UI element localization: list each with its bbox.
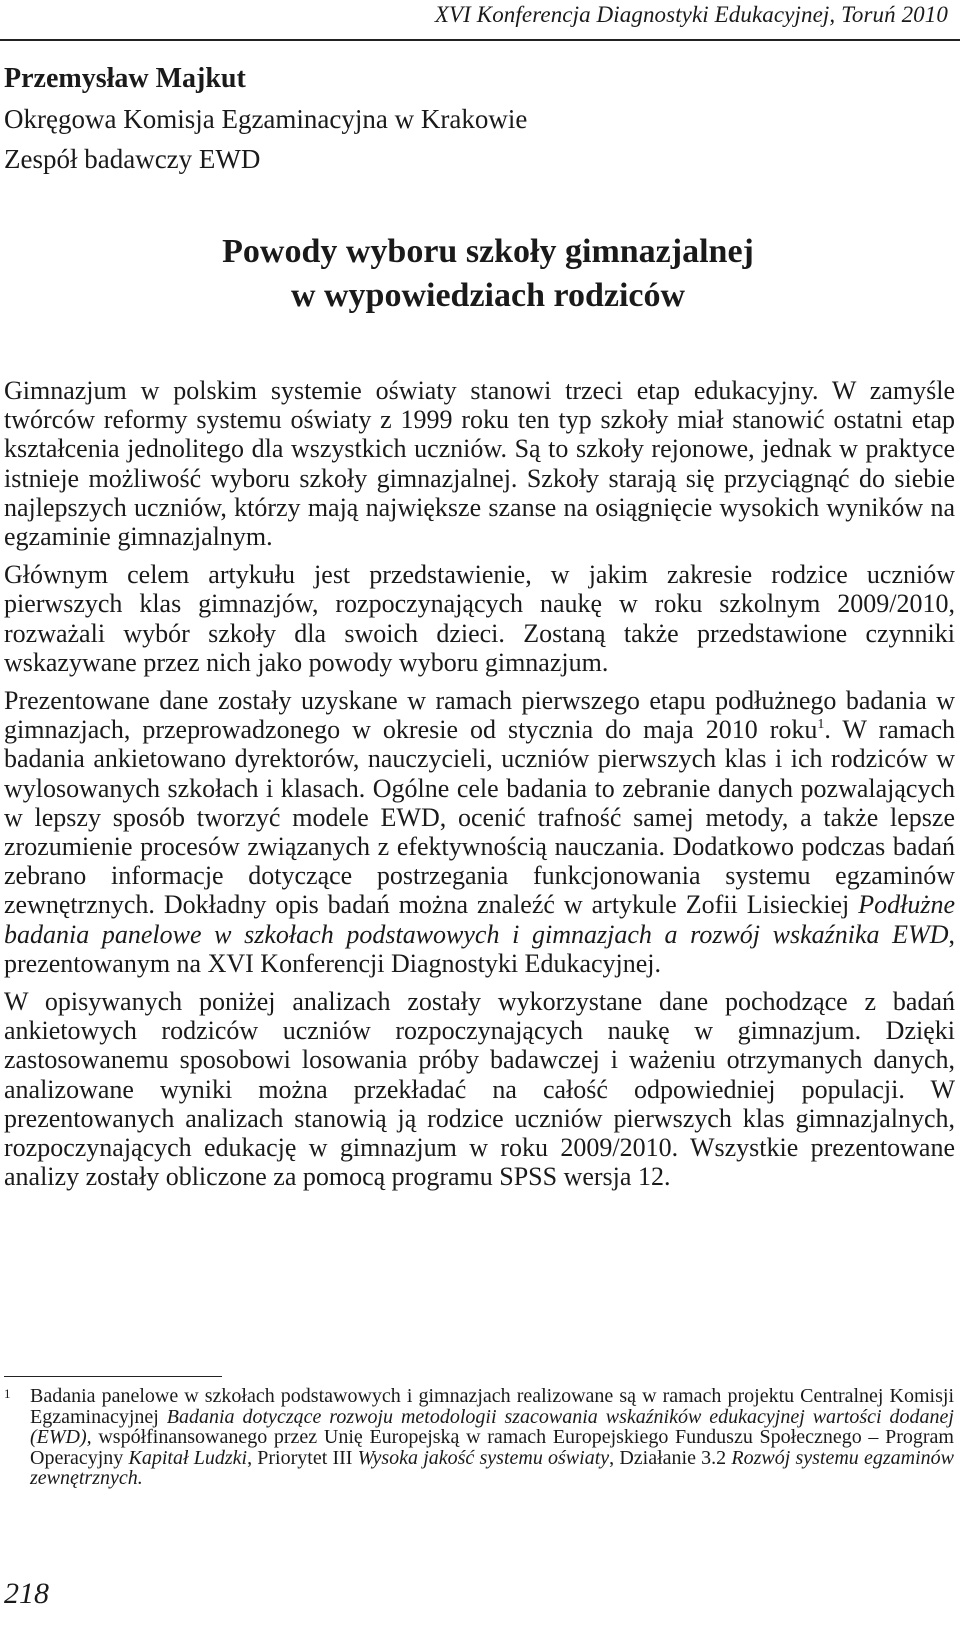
author-affiliation: Okręgowa Komisja Egzaminacyjna w Krakowie: [4, 104, 528, 134]
author-team: Zespół badawczy EWD: [4, 144, 261, 174]
article-title: [188, 230, 788, 318]
footnote-part-4: , Działanie 3.2: [609, 1446, 732, 1469]
paragraph-4: W opisywanych poniżej analizach zostały wykorzystane dane pochodzące z badań ankietowych rodziców uczniów rozpoczynających naukę w gimnazjum. Dzięki zastosowanemu sposobowi losowania próby badawczej i ważeniu otrzymanych danych, analizowane wyniki można przekładać na całość odpowiedniej populacji. W prezentowanych analizach stanowią ją rodzice uczniów pierwszych klas gimnazjalnych, rozpoczynających edukację w gimnazjum w roku 2009/2010. Wszystkie prezentowane analizy zostały obliczone za pomocą programu SPSS wersja 12.: [4, 987, 955, 1192]
paragraph-3-part-b: . W ramach badania ankietowano dyrektorów, nauczycieli, uczniów pierwszych klas i ich rodziców w wylosowanych szkołach i klasach. Ogólne cele badania to zebranie danych pozwalających w lepszy sposób tworzyć modele EWD, ocenić trafność samej metody, a także lepsze zrozumienie procesów związanych z efektywnością nauczania. Dodatkowo podczas badań zebrano informacje dotyczące postrzegania funkcjonowania systemu egzaminów zewnętrznych. Dokładny opis badań można znaleźć w artykule Zofii Lisieckiej: [4, 715, 955, 920]
paragraph-1: Gimnazjum w polskim systemie oświaty stanowi trzeci etap edukacyjny. W zamyśle twórców reformy systemu oświaty z 1999 roku ten typ szkoły miał stanowić ostatni etap kształcenia jednolitego dla wszystkich uczniów. Są to szkoły rejonowe, jednak w praktyce istnieje możliwość wyboru szkoły gimnazjalnej. Szkoły starają się przyciągnąć do siebie najlepszych uczniów, którzy mają największe szanse na osiągnięcie wysokich wyników na egzaminie gimnazjalnym.: [4, 376, 955, 552]
footnote-program-name: Kapitał Ludzki: [128, 1446, 248, 1469]
footnote-mark: 1: [4, 1386, 11, 1401]
footnote-priority-name: Wysoka jakość systemu oświaty: [357, 1446, 610, 1469]
author-block: [4, 59, 527, 179]
paragraph-3-part-a: Prezentowane dane zostały uzyskane w ramach pierwszego etapu podłużnego badania w gimnazjach, przeprowadzonego w okresie od stycznia do maja 2010 roku: [4, 686, 955, 745]
footnote-rule: [4, 1376, 222, 1377]
article-title-line-2: w wypowiedziach rodziców: [290, 277, 686, 314]
paragraph-3-part-c: , prezentowanym na XVI Konferencji Diagnostyki Edukacyjnej.: [4, 919, 955, 978]
article-body: [4, 376, 955, 1200]
footnote: [4, 1386, 954, 1489]
header-rule: [0, 39, 960, 41]
footnote-part-2: współfinansowanego przez Unię Europejską w ramach Europejskiego Funduszu Społecznego – Program Operacyjny: [30, 1426, 954, 1469]
footnote-project-title: Badania dotyczące rozwoju metodologii szacowania wskaźników edukacyjnej wartości dodanej (EWD),: [30, 1405, 954, 1449]
footnote-text: [30, 1386, 954, 1489]
paragraph-2: Głównym celem artykułu jest przedstawienie, w jakim zakresie rodzice uczniów pierwszych klas gimnazjów, rozpoczynających naukę w roku szkolnym 2009/2010, rozważali wybór szkoły dla swoich dzieci. Zostaną także przedstawione czynniki wskazywane przez nich jako powody wyboru gimnazjum.: [4, 560, 955, 677]
footnote-action-name: Rozwój systemu egzaminów zewnętrznych.: [30, 1446, 954, 1490]
author-name: Przemysław Majkut: [4, 63, 246, 94]
footnote-part-1: Badania panelowe w szkołach podstawowych i gimnazjach realizowane są w ramach projektu Centralnej Komisji Egzaminacyjnej: [30, 1385, 954, 1428]
footnote-reference: 1: [817, 717, 825, 733]
cited-article-title: Podłużne badania panelowe w szkołach podstawowych i gimnazjach a rozwój wskaźnika EWD: [4, 890, 955, 949]
page-number: 218: [4, 1577, 49, 1610]
paragraph-3: [4, 686, 955, 978]
footnote-part-3: , Priorytet III: [247, 1446, 358, 1469]
running-header: XVI Konferencja Diagnostyki Edukacyjnej, Toruń 2010: [434, 2, 948, 27]
article-title-line-1: Powody wyboru szkoły gimnazjalnej: [222, 233, 754, 270]
